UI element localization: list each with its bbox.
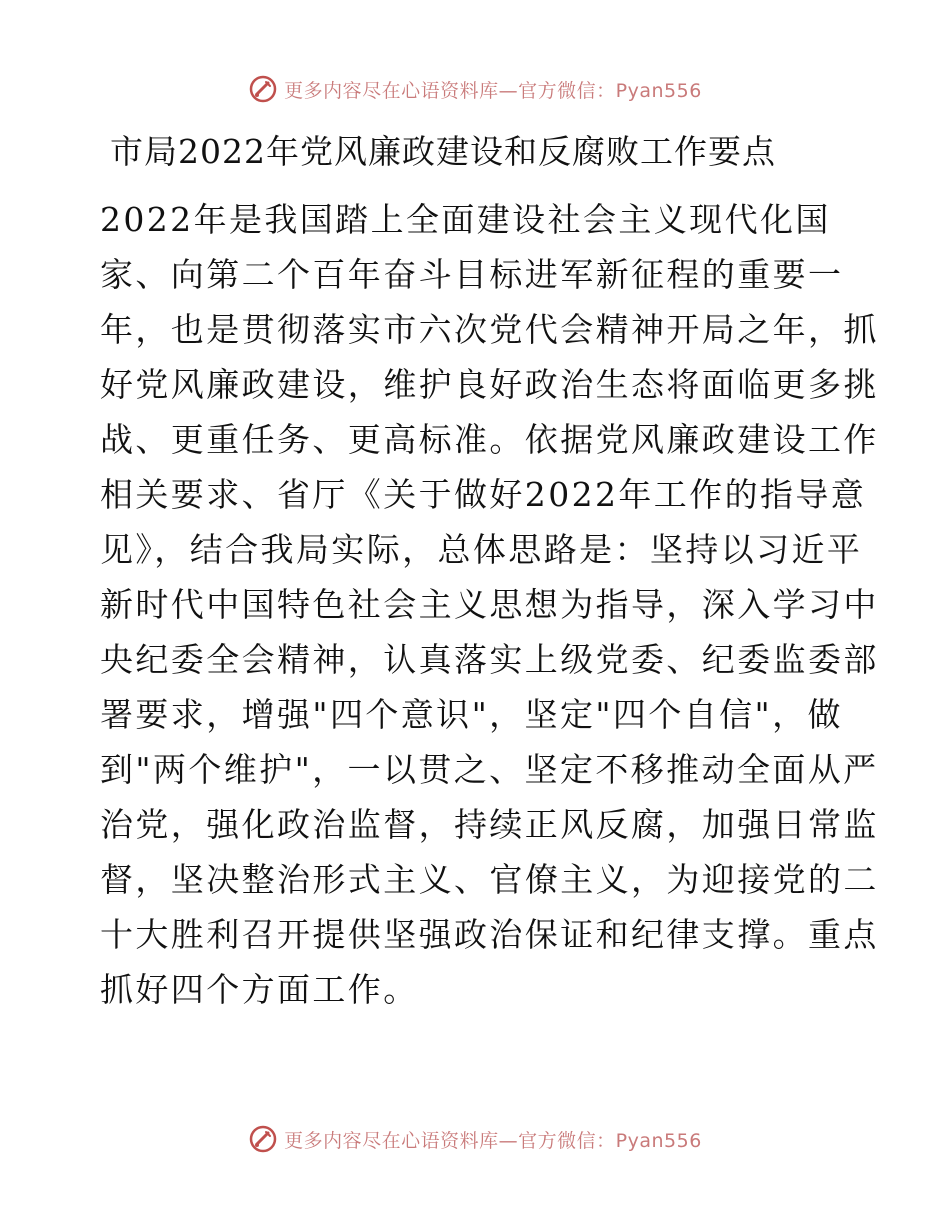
paragraph-line: 好党风廉政建设，维护良好政治生态将面临更多挑 (100, 365, 879, 404)
paragraph-line: 2022年是我国踏上全面建设社会主义现代化国 (100, 200, 831, 239)
paragraph-line: 央纪委全会精神，认真落实上级党委、纪委监委部 (100, 640, 879, 679)
paragraph-line: 新时代中国特色社会主义思想为指导，深入学习中 (100, 585, 879, 624)
paragraph-line: 署要求，增强"四个意识"，坚定"四个自信"，做 (100, 695, 843, 734)
paragraph-line: 相关要求、省厅《关于做好2022年工作的指导意 (100, 475, 867, 514)
paragraph-line: 战、更重任务、更高标准。依据党风廉政建设工作 (100, 420, 879, 459)
watermark-text: 更多内容尽在心语资料库—官方微信：Pyan556 (284, 1129, 702, 1152)
document-body (100, 192, 879, 1017)
document-title: 市局2022年党风廉政建设和反腐败工作要点 (110, 132, 776, 171)
paragraph-line: 家、向第二个百年奋斗目标进军新征程的重要一 (100, 255, 844, 294)
watermark-text: 更多内容尽在心语资料库—官方微信：Pyan556 (284, 79, 702, 102)
paragraph-line: 十大胜利召开提供坚强政治保证和纪律支撑。重点 (100, 915, 879, 954)
paragraph-line: 见》，结合我局实际，总体思路是：坚持以习近平 (100, 530, 863, 569)
paragraph-line: 年，也是贯彻落实市六次党代会精神开局之年，抓 (100, 310, 879, 349)
brand-logo-icon (248, 1124, 278, 1154)
watermark-footer (0, 1124, 950, 1154)
paragraph-line: 到"两个维护"，一以贯之、坚定不移推动全面从严 (100, 750, 879, 789)
paragraph-line: 抓好四个方面工作。 (100, 970, 419, 1009)
paragraph-line: 治党，强化政治监督，持续正风反腐，加强日常监 (100, 805, 879, 844)
paragraph-line: 督，坚决整治形式主义、官僚主义，为迎接党的二 (100, 860, 879, 899)
watermark-header (0, 74, 950, 104)
brand-logo-icon (248, 74, 278, 104)
